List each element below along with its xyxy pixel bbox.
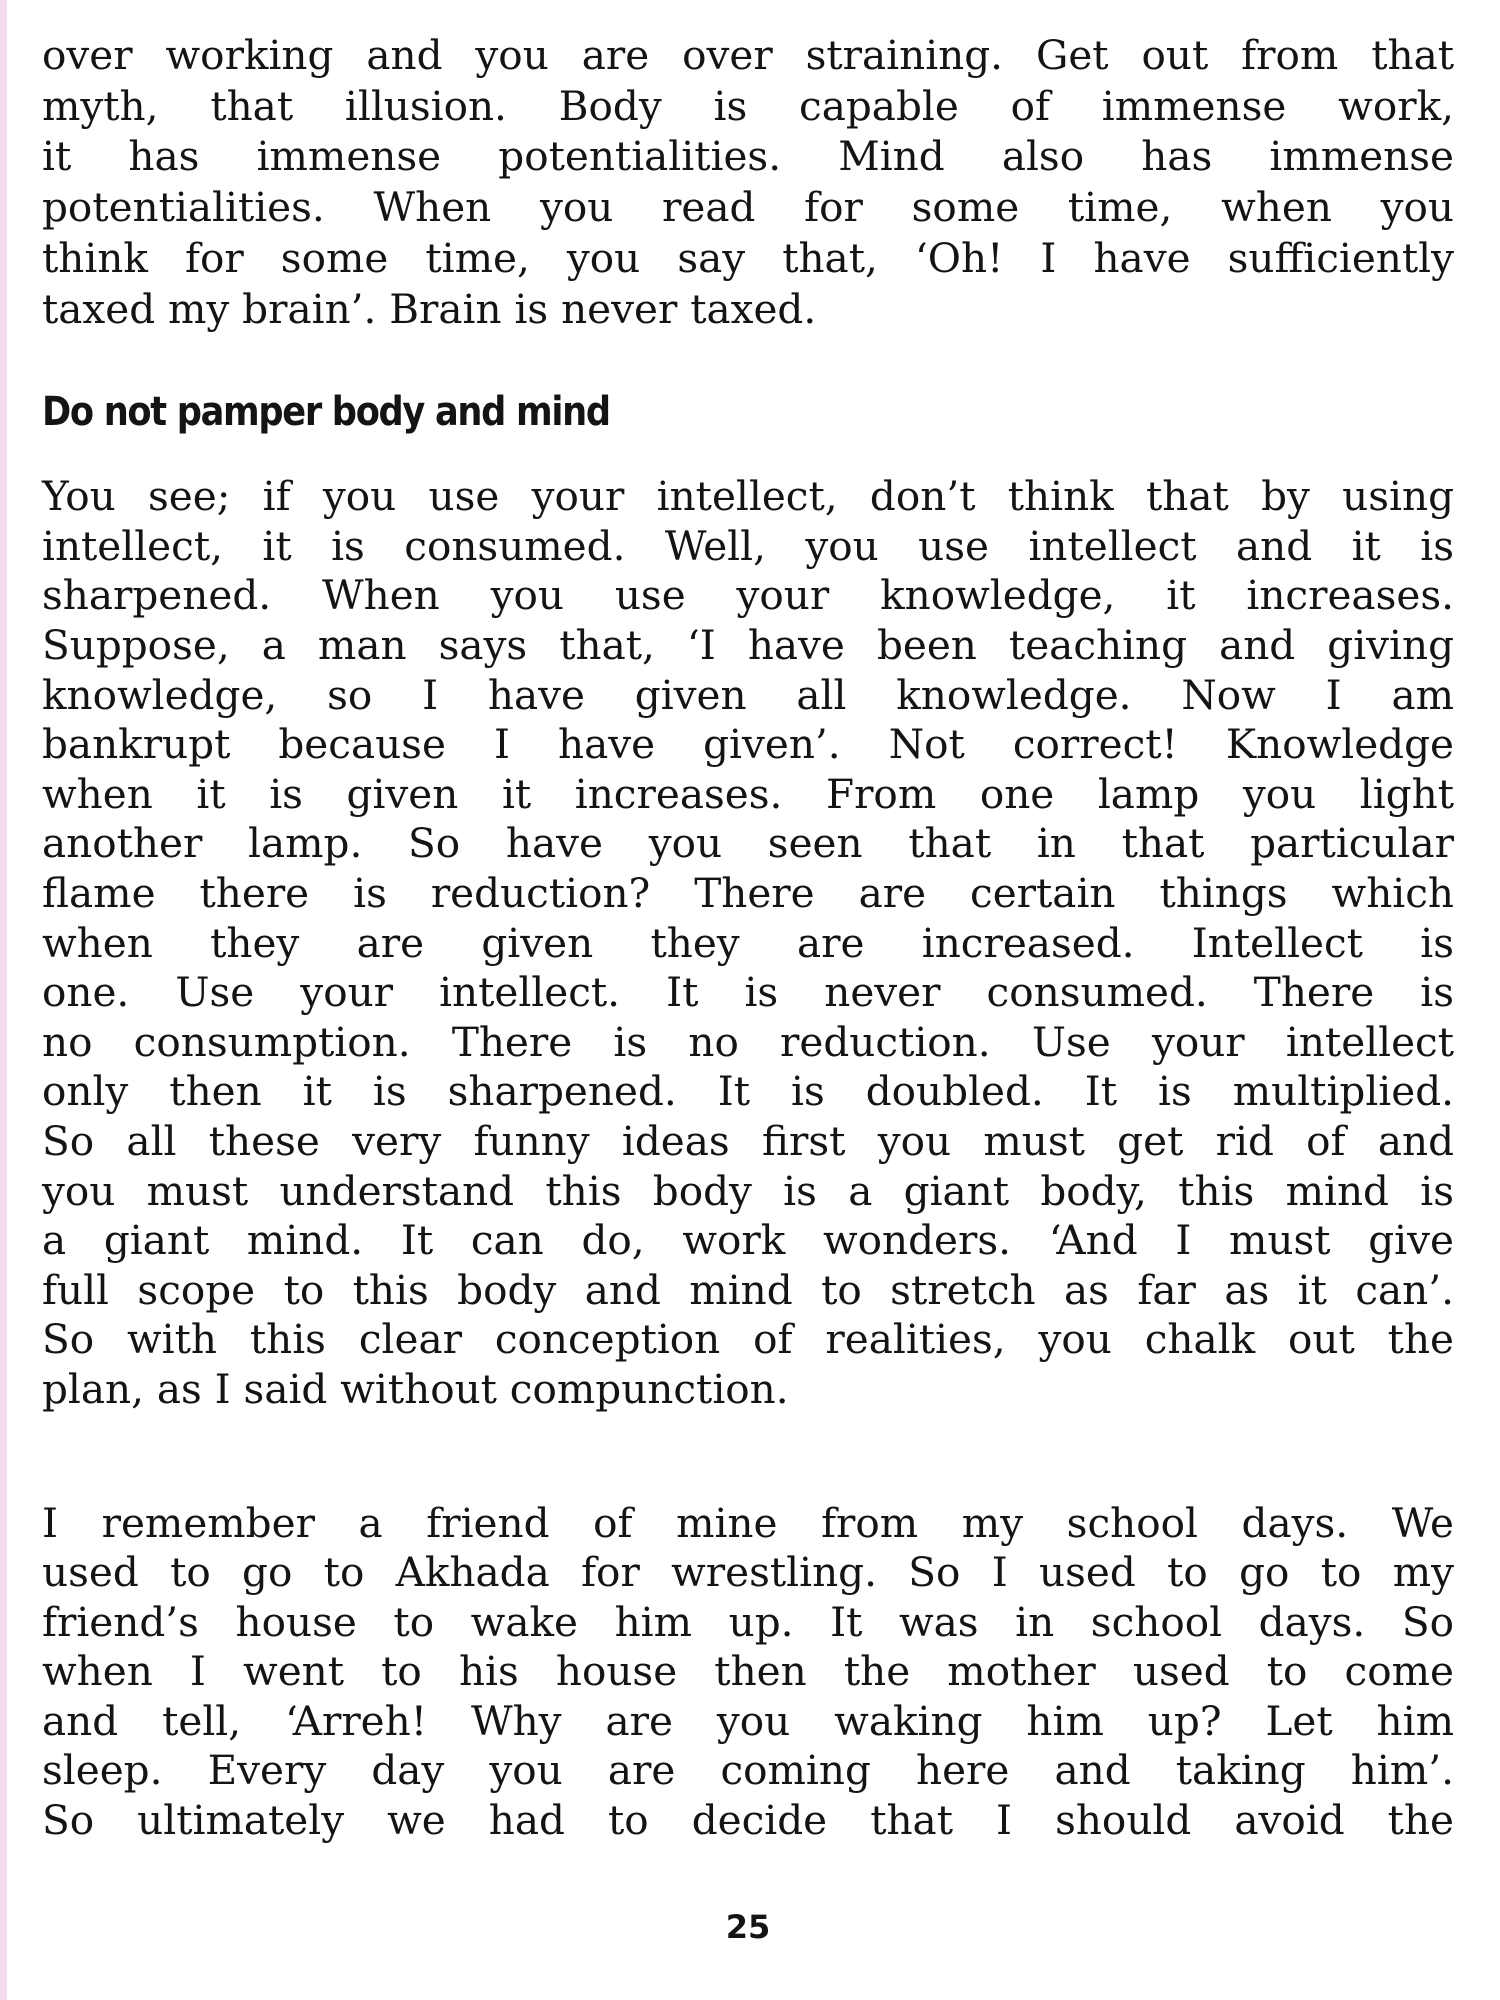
page-edge-tint (0, 0, 7, 2000)
text-line: another lamp. So have you seen that in that particular (42, 819, 1454, 868)
text-line: used to go to Akhada for wrestling. So I used to go to my (42, 1548, 1454, 1597)
page-number: 25 (725, 1908, 771, 1946)
text-line: You see; if you use your intellect, don’t think that by using (42, 472, 1454, 521)
section-paragraph (42, 472, 1454, 1414)
text-line: when I went to his house then the mother used to come (42, 1647, 1454, 1696)
text-line: potentialities. When you read for some time, when you (42, 183, 1454, 232)
text-line: it has immense potentialities. Mind also has immense (42, 132, 1454, 181)
text-line: full scope to this body and mind to stretch as far as it can’. (42, 1265, 1454, 1314)
text-line: So all these very funny ideas first you must get rid of and (42, 1116, 1454, 1165)
text-line: sharpened. When you use your knowledge, it increases. (42, 571, 1454, 620)
text-line: myth, that illusion. Body is capable of immense work, (42, 81, 1454, 130)
text-line: you must understand this body is a giant body, this mind is (42, 1166, 1454, 1215)
text-line: when they are given they are increased. Intellect is (42, 918, 1454, 967)
text-line: when it is given it increases. From one lamp you light (42, 769, 1454, 818)
text-line: intellect, it is consumed. Well, you use intellect and it is (42, 521, 1454, 570)
text-line: So ultimately we had to decide that I should avoid the (42, 1796, 1454, 1845)
book-page (42, 30, 1454, 1960)
text-line: knowledge, so I have given all knowledge. Now I am (42, 670, 1454, 719)
text-line: sleep. Every day you are coming here and taking him’. (42, 1746, 1454, 1795)
text-line: plan, as I said without compunction. (42, 1364, 789, 1413)
intro-paragraph (42, 30, 1454, 334)
section-heading: Do not pamper body and mind (42, 389, 610, 436)
story-paragraph (42, 1499, 1454, 1846)
text-line: and tell, ‘Arreh! Why are you waking him up? Let him (42, 1696, 1454, 1745)
text-line: So with this clear conception of realities, you chalk out the (42, 1315, 1454, 1364)
text-line: I remember a friend of mine from my school days. We (42, 1498, 1454, 1547)
text-line: over working and you are over straining. Get out from that (42, 31, 1454, 79)
text-line: no consumption. There is no reduction. Use your intellect (42, 1017, 1454, 1066)
text-line: think for some time, you say that, ‘Oh! I have sufficiently (42, 233, 1454, 282)
text-line: friend’s house to wake him up. It was in school days. So (42, 1597, 1454, 1646)
text-line: a giant mind. It can do, work wonders. ‘And I must give (42, 1216, 1454, 1265)
text-line: flame there is reduction? There are certain things which (42, 868, 1454, 917)
text-line: Suppose, a man says that, ‘I have been teaching and giving (42, 621, 1454, 669)
text-line: taxed my brain’. Brain is never taxed. (42, 284, 817, 333)
text-line: one. Use your intellect. It is never consumed. There is (42, 968, 1454, 1017)
text-line: only then it is sharpened. It is doubled. It is multiplied. (42, 1067, 1454, 1116)
text-line: bankrupt because I have given’. Not correct! Knowledge (42, 720, 1454, 769)
